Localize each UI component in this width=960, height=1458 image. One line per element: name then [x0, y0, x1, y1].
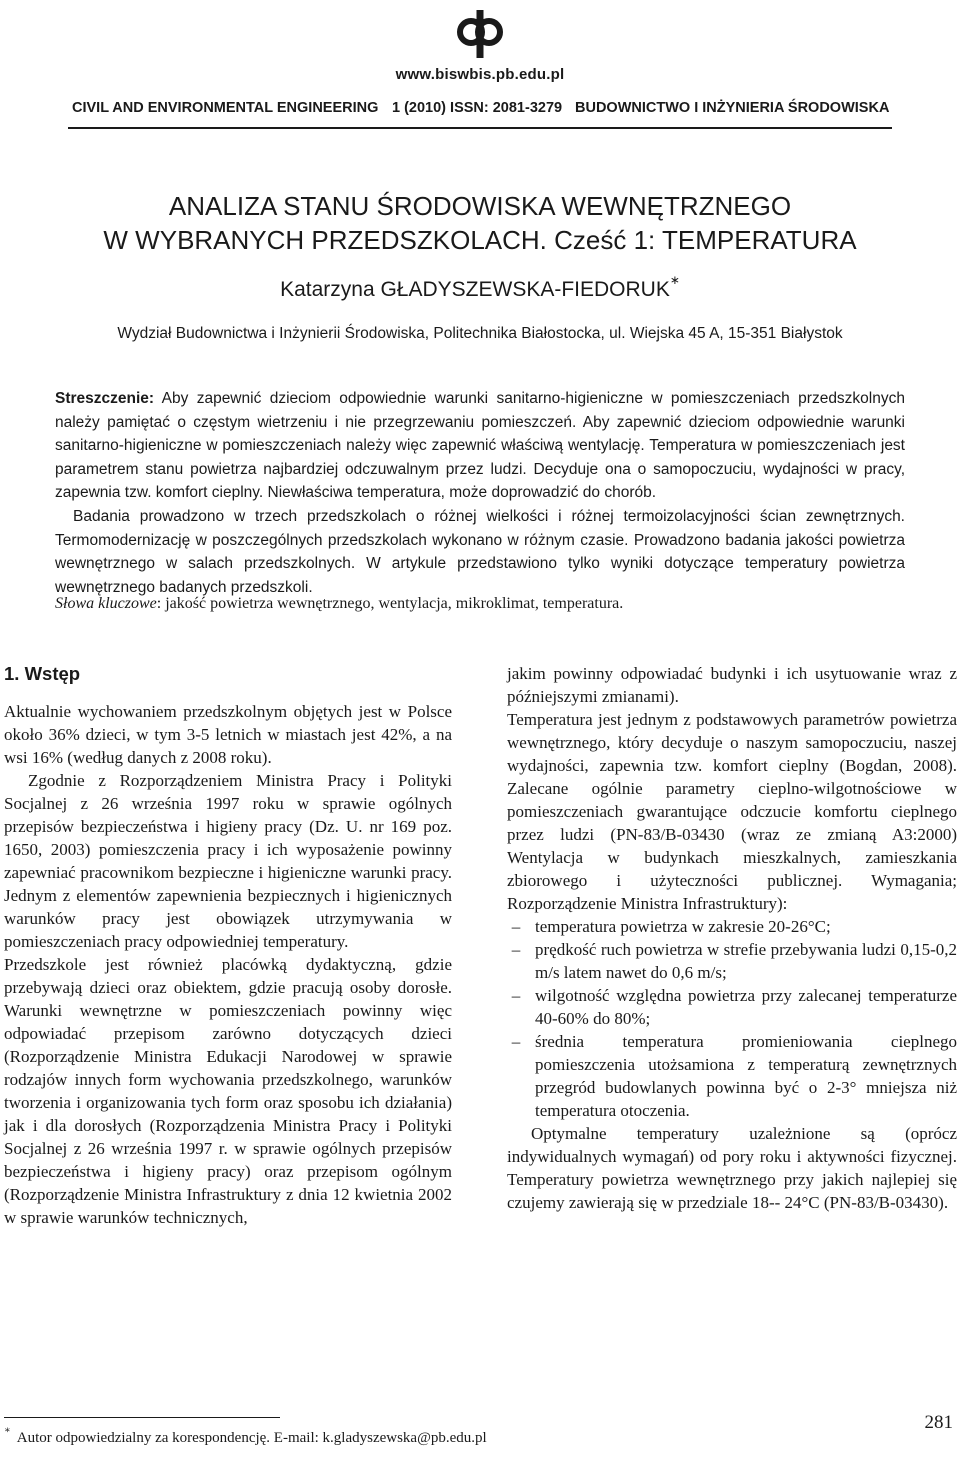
- header-rule: [68, 127, 892, 129]
- author-line: [0, 273, 960, 302]
- list-marker: –: [511, 1032, 521, 1051]
- abstract: [55, 387, 905, 599]
- keywords: [55, 595, 905, 613]
- abstract-paragraph-2: Badania prowadzono w trzech przedszkolach o różnej wielkości i różnej termoizolacyjności ścian zewnętrznych. Termomodernizację w poszczególnych przedszkolach wykonano w różnym czasie. Prowadzono badania jakości powietrza wewnętrznego w salach przedszkolnych. W artykule przedstawiono tylko wyniki dotyczące temperatury powietrza wewnętrznego badanych przedszkoli.: [55, 507, 905, 596]
- list-marker: –: [511, 940, 521, 959]
- list-item: [507, 1030, 957, 1122]
- list-item: [507, 984, 957, 1030]
- abstract-text-1: Aby zapewnić dzieciom odpowiednie warunki sanitarno-higieniczne w pomieszczeniach przedszkolnych należy pamiętać o częstym wietrzeniu i nie przegrzewaniu pomieszczeń. Aby zapewnić dzieciom odpowiednie warunki sanitarno-higieniczne w pomieszczeniach należy więc zapewnić właściwą wentylację. Temperatura w pomieszczeniach jest parametrem stanu powietrza najbardziej odczuwalnym przez ludzi. Decyduje ona o samopoczuciu, wydajności w pracy, zapewnia tzw. komfort cieplny. Niewłaściwa temperatura, może doprowadzić do chorób.: [55, 390, 905, 502]
- footnote-rule: [4, 1417, 280, 1418]
- author-affiliation: Wydział Budownictwa i Inżynierii Środowiska, Politechnika Białostocka, ul. Wiejska 45 A, 15-351 Białystok: [117, 325, 843, 342]
- footnote-mark: ∗: [4, 1425, 11, 1436]
- requirements-list: [507, 915, 957, 1122]
- list-marker: –: [511, 917, 521, 936]
- journal-website: www.biswbis.pb.edu.pl: [395, 66, 565, 83]
- list-item-text: temperatura powietrza w zakresie 20-26°C;: [535, 917, 831, 936]
- abstract-paragraph-1: [55, 387, 905, 505]
- article-title-line2: W WYBRANYCH PRZEDSZKOLACH. Cześć 1: TEMPERATURA: [103, 225, 857, 255]
- list-marker: –: [511, 986, 521, 1005]
- university-logo-graphic: [435, 2, 525, 68]
- article-title-line1: ANALIZA STANU ŚRODOWISKA WEWNĘTRZNEGO: [168, 191, 792, 221]
- page-number: 281: [924, 1412, 953, 1433]
- footnote: [4, 1425, 487, 1447]
- body-paragraph: Aktualnie wychowaniem przedszkolnym objętych jest w Polsce około 36% dzieci, w tym 3-5 letnich w miastach jest 42%, a na wsi 16% (według danych z 2008 roku).: [4, 702, 452, 767]
- keywords-text: : jakość powietrza wewnętrznego, wentylacja, mikroklimat, temperatura.: [156, 595, 624, 612]
- body-paragraph: Przedszkole jest również placówką dydaktyczną, gdzie przebywają dzieci oraz obiektem, gdzie pracują osoby dorosłe. Warunki wewnętrzne w pomieszczeniach powinny więc odpowiadać przepisom zarówno dotyczących dzieci (Rozporządzenie Ministra Edukacji Narodowej w sprawie rodzajów innych form wychowania przedszkolnego, warunków tworzenia i organizowania tych form oraz sposobu ich działania) jak i dla dorosłych (Rozporządzenia Ministra Pracy i Polityki Socjalnej z 26 września 1997 r. w sprawie ogólnych przepisów bezpieczeństwa i higieny pracy) oraz przepisom ogólnym (Rozporządzenie Ministra Infrastruktury z dnia 12 kwietnia 2002 w sprawie warunków technicznych,: [4, 955, 452, 1227]
- body-column-left: [4, 662, 452, 1229]
- body-paragraph: Optymalne temperatury uzależnione są (oprócz indywidualnych wymagań) od pory roku i aktywności fizycznej. Temperatury powietrza wewnętrznego przy jakich najlepiej się czujemy zawierają się w przedziale 18-- 24°C (PN-83/B-03430).: [507, 1124, 957, 1212]
- section-heading: 1. Wstęp: [4, 663, 81, 684]
- list-item-text: średnia temperatura promieniowania cieplnego pomieszczenia utożsamiona z temperaturą zewnętrznych przegród budowlanych powinna być o 2-3° mniejsza niż temperatura otoczenia.: [535, 1032, 957, 1120]
- footnote-text: Autor odpowiedzialny za korespondencję. E-mail: k.gladyszewska@pb.edu.pl: [16, 1430, 487, 1446]
- university-logo: [435, 2, 525, 68]
- list-item-text: prędkość ruch powietrza w strefie przebywania ludzi 0,15-0,2 m/s latem nawet do 0,6 m/s;: [535, 940, 957, 982]
- body-paragraph: Zgodnie z Rozporządzeniem Ministra Pracy i Polityki Socjalnej z 26 września 1997 roku w sprawie ogólnych przepisów bezpieczeństwa i higieny pracy (Dz. U. nr 169 poz. 1650, 2003) pomieszczenia pracy i ich wyposażenie powinny zapewniać pracownikom bezpieczne i higieniczne warunki pracy. Jednym z elementów zapewnienia bezpiecznych i higienicznych warunków pracy jest obowiązek utrzymywania w pomieszczeniach pracy odpowiedniej temperatury.: [4, 771, 452, 951]
- author-name: Katarzyna GŁADYSZEWSKA-FIEDORUK: [280, 278, 670, 301]
- body-paragraph: Temperatura jest jednym z podstawowych parametrów powietrza wewnętrznego, który decyduje o naszym samopoczuciu, naszej wydajności, zapewnia tzw. komfort cieplny (Bogdan, 2008). Zalecane ogólnie parametry cieplno-wilgotnościowe w pomieszczeniach gwarantujące odczucie komfortu cieplnego przez ludzi (PN-83/B-03430 (wraz ze zmianą A3:2000) Wentylacja w budynkach mieszkalnych, zamieszkania zbiorowego i użyteczności publicznej. Wymagania; Rozporządzenie Ministra Infrastruktury):: [507, 710, 957, 913]
- list-item: [507, 938, 957, 984]
- abstract-label: Streszczenie:: [55, 390, 155, 407]
- keywords-label: Słowa kluczowe: [55, 595, 157, 612]
- body-column-right: [507, 662, 957, 1214]
- body-paragraph: jakim powinny odpowiadać budynki i ich usytuowanie wraz z późniejszymi zmianami).: [507, 664, 957, 706]
- list-item-text: wilgotność względna powietrza przy zalecanej temperaturze 40-60% do 80%;: [535, 986, 957, 1028]
- journal-title-polish: BUDOWNICTWO I INŻYNIERIA ŚRODOWISKA: [575, 100, 890, 116]
- journal-title-english: CIVIL AND ENVIRONMENTAL ENGINEERING: [72, 100, 379, 116]
- journal-issue: 1 (2010) ISSN: 2081-3279: [392, 100, 563, 116]
- author-footnote-mark: ∗: [669, 273, 680, 287]
- list-item: [507, 915, 957, 938]
